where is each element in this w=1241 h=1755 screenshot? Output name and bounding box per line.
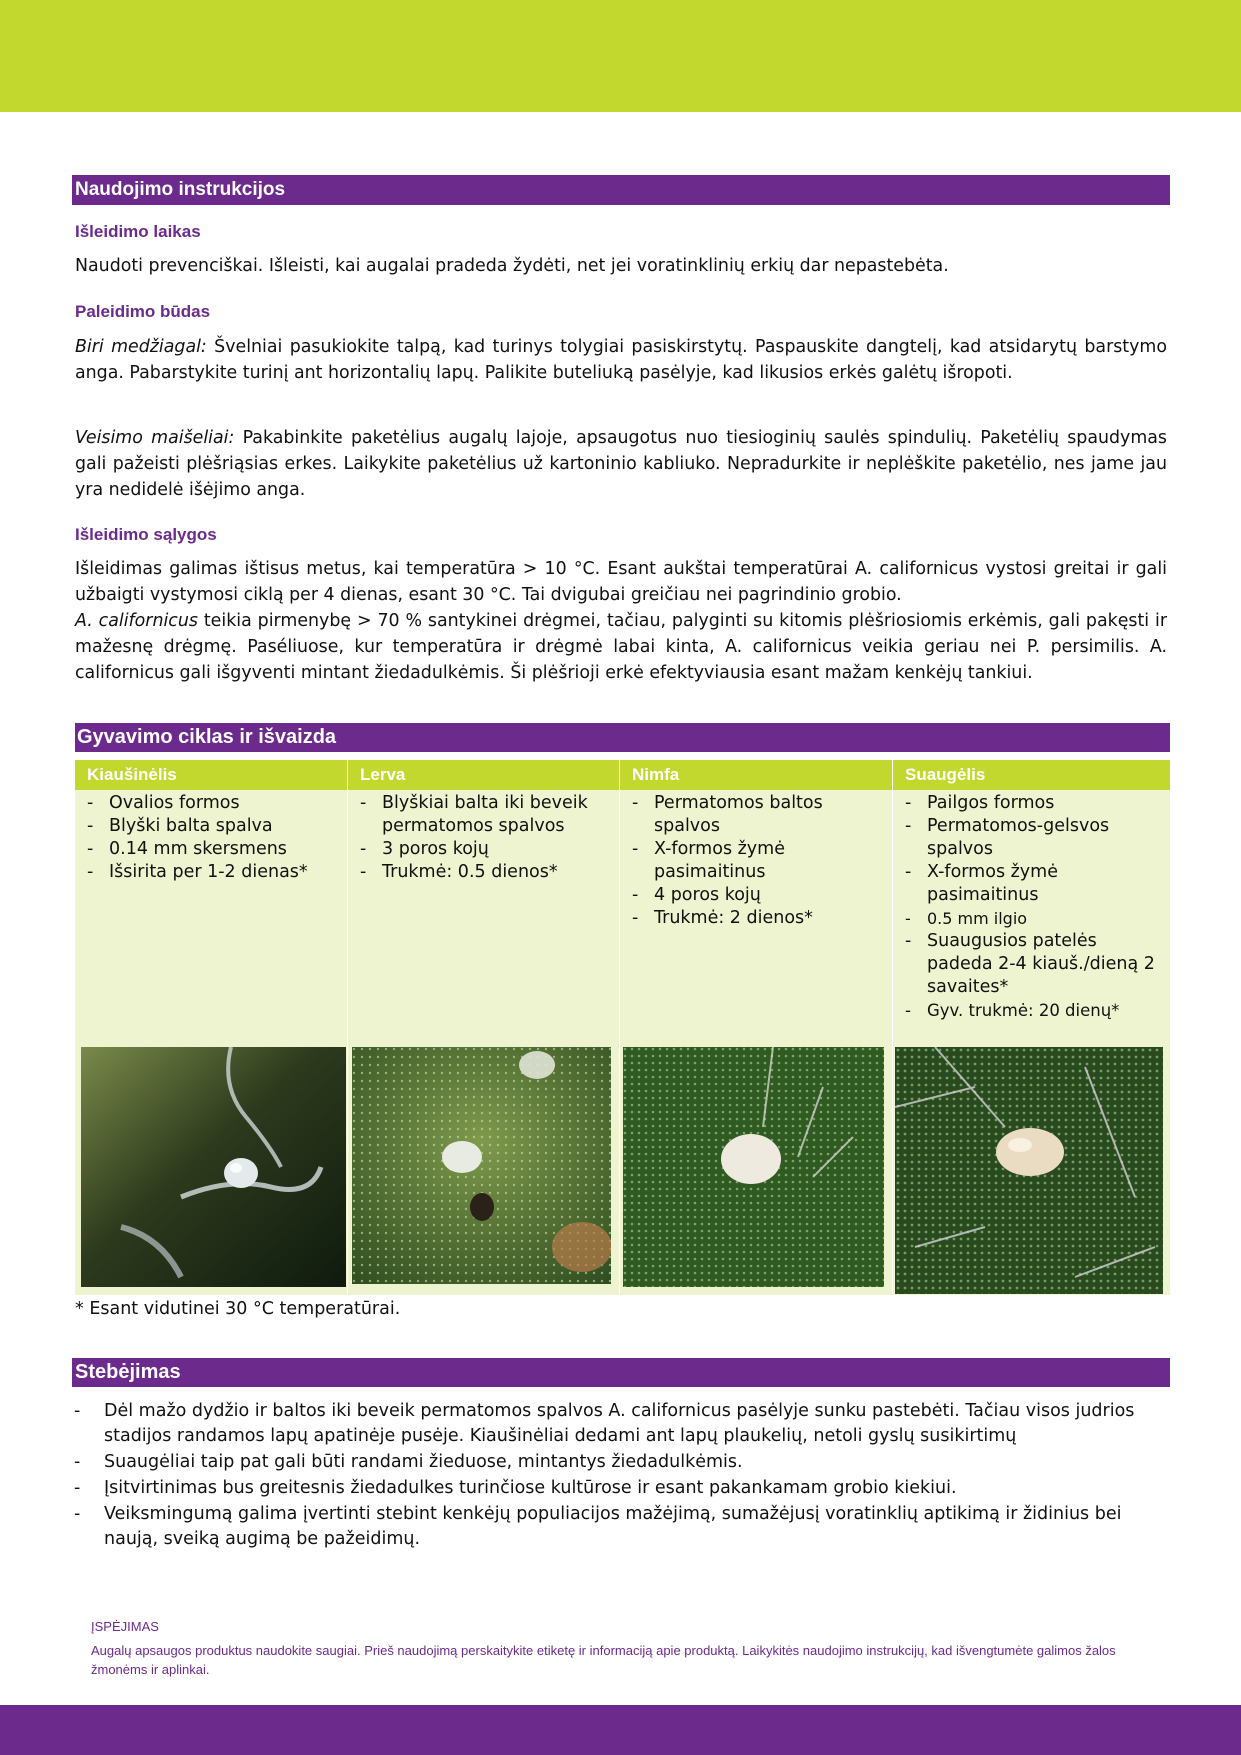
observation-item: - Dėl mažo dydžio ir baltos iki beveik permatomos spalvos A. californicus pasėlyje sunku pastebėti. Tačiau visos judrios stadijos randamos lapų apatinėje pusėje. Kiaušinėliai dedami ant lapų plaukelių, netoli gyslų susikirtimų [72,1399,1157,1449]
section-title-observation: Stebėjimas [72,1358,1170,1387]
trait-item: - Išsirita per 1-2 dienas* [87,861,343,884]
lifecycle-column-egg [75,760,347,1295]
section-title-lifecycle: Gyvavimo ciklas ir išvaizda [75,723,1170,752]
footer-band [0,1705,1241,1755]
release-conditions-paragraph-1: Išleidimas galimas ištisus metus, kai temperatūra > 10 °C. Esant aukštai temperatūrai A. californicus vystosi greitai ir gali užbaigti vystymosi ciklą per 4 dienas, esant 30 °C. Tai dvigubai greičiau nei pagrindinio grobio. [75,559,1167,605]
trait-item: - 0.14 mm skersmens [87,838,343,861]
trait-item: - 0.5 mm ilgio [905,907,1166,930]
release-conditions-paragraph-2: A. californicus teikia pirmenybę > 70 % santykinei drėgmei, tačiau, palyginti su kitomis plėšriosiomis erkėmis, gali pakęsti ir mažesnę drėgmę. Paséliuose, kur temperatūra ir drėgmė labai kinta, A. californicus veikia geriau nei P. persimilis. A. californicus gali išgyventi mintant žiedadulkėmis. Ši plėšrioji erkė efektyviausia esant mažam kenkėjų tankiui. [75,611,1167,683]
observation-item: - Suaugėliai taip pat gali būti randami žieduose, mintantys žiedadulkėmis. [72,1450,1157,1475]
trait-item: - 4 poros kojų [632,884,888,907]
lifecycle-traits [348,790,619,884]
egg-photo [81,1047,346,1287]
section-title-usage: Naudojimo instrukcijos [72,175,1170,205]
trait-item: - Gyv. trukmė: 20 dienų* [905,999,1166,1022]
lifecycle-table [75,760,1170,1295]
footnote: * Esant vidutinei 30 °C temperatūrai. [75,1299,401,1319]
lifecycle-column-header: Lerva [348,760,619,790]
release-time-text: Naudoti prevenciškai. Išleisti, kai augalai pradeda žydėti, net jei voratinklinių erkių dar nepastebėta. [75,256,949,276]
lifecycle-traits [893,790,1170,1022]
trait-item: - Permatomos-gelsvos spalvos [905,815,1166,861]
release-method-paragraph-2: Veisimo maišeliai: Pakabinkite paketėlius augalų lajoje, apsaugotus nuo tiesioginių saulės spindulių. Paketėlių spaudymas gali pažeisti plėšriąsias erkes. Laikykite paketėlius už kartoninio kabliuko. Nepradurkite ir neplėškite paketėlio, nes jame jau yra nedidelė išėjimo anga. [75,428,1167,500]
release-method-paragraph-1: Biri medžiagal: Švelniai pasukiokite talpą, kad turinys tolygiai pasiskirstytų. Paspauskite dangtelį, kad atsidarytų barstymo anga. Pabarstykite turinį ant horizontalių lapų. Palikite buteliuką pasėlyje, kad likusios erkės galėtų išropoti. [75,337,1167,383]
lifecycle-column-header: Nimfa [620,760,892,790]
warning-text: Augalų apsaugos produktus naudokite saugiai. Prieš naudojimą perskaitykite etiketę ir informaciją apie produktą. Laikykitės naudojimo instrukcijų, kad išvengtumėte galimos žalos žmonėms ir aplinkai. [91,1643,1116,1677]
trait-item: - Blyški balta spalva [87,815,343,838]
nymph-photo [623,1047,884,1287]
lifecycle-traits [75,790,347,884]
release-conditions-heading: Išleidimo sąlygos [75,525,217,544]
release-method-heading: Paleidimo būdas [75,302,211,321]
larva-photo [352,1047,611,1284]
trait-item: - Suaugusios patelės padeda 2-4 kiauš./dieną 2 savaites* [905,930,1166,999]
lifecycle-traits [620,790,892,930]
trait-item: - Blyškiai balta iki beveik permatomos spalvos [360,792,615,838]
header-band [0,0,1241,112]
warning-title: ĮSPĖJIMAS [91,1619,159,1634]
observation-item: - Veiksmingumą galima įvertinti stebint kenkėjų populiacijos mažėjimą, sumažėjusį voratinklių aptikimą ir židinius bei naują, sveiką augimą be pažeidimų. [72,1502,1157,1552]
trait-item: - X-formos žymė pasimaitinus [905,861,1166,907]
lifecycle-column-header: Suaugėlis [893,760,1170,790]
adult-photo [895,1047,1163,1294]
trait-item: - Ovalios formos [87,792,343,815]
trait-item: - X-formos žymė pasimaitinus [632,838,888,884]
trait-item: - Trukmė: 0.5 dienos* [360,861,615,884]
lifecycle-column-larva [348,760,619,1295]
bulk-material-label: Biri medžiagal: [75,337,207,357]
lifecycle-column-nymph [620,760,892,1295]
trait-item: - 3 poros kojų [360,838,615,861]
breeding-sachets-label: Veisimo maišeliai: [75,428,235,448]
trait-item: - Pailgos formos [905,792,1166,815]
trait-item: - Trukmė: 2 dienos* [632,907,888,930]
trait-item: - Permatomos baltos spalvos [632,792,888,838]
observation-list [72,1399,1157,1553]
release-time-heading: Išleidimo laikas [75,222,201,241]
observation-item: - Įsitvirtinimas bus greitesnis žiedadulkes turinčiose kultūrose ir esant pakankamam grobio kiekiui. [72,1476,1157,1501]
lifecycle-column-adult [893,760,1170,1295]
lifecycle-column-header: Kiaušinėlis [75,760,347,790]
